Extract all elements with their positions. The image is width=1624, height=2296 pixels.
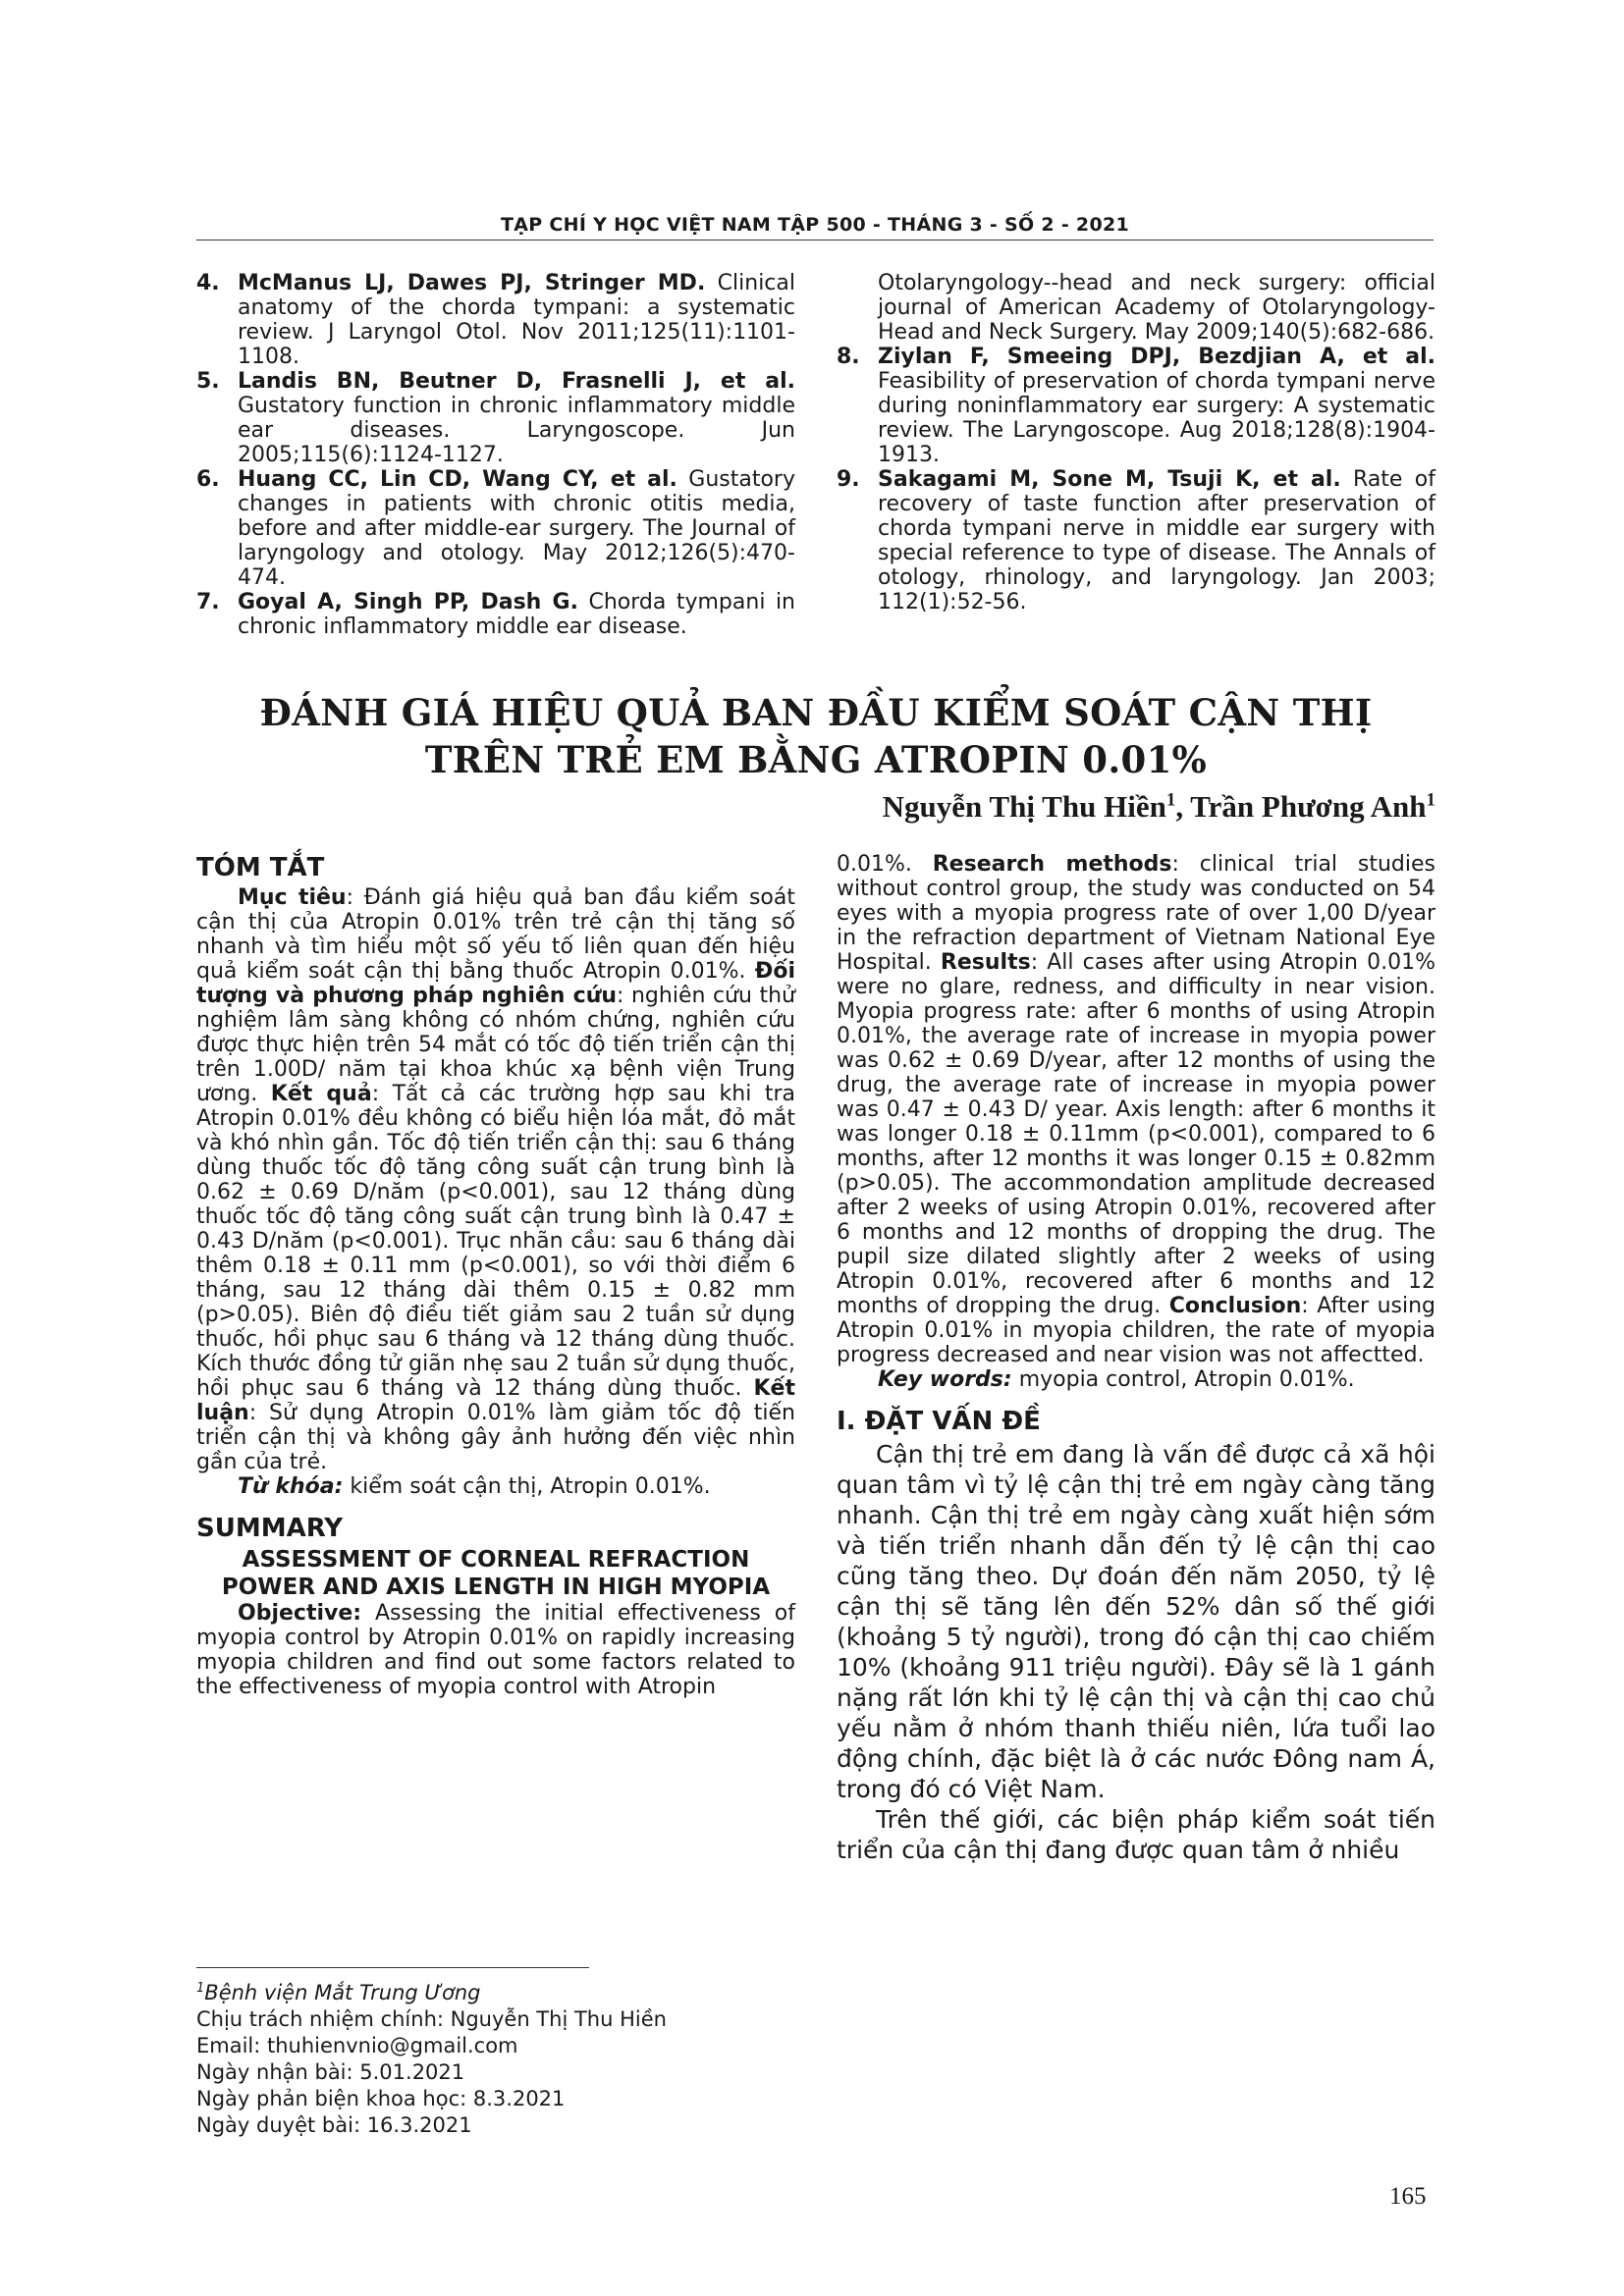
label-methods: Research methods (932, 852, 1172, 877)
article-authors (883, 789, 1435, 825)
reference-item (837, 467, 1435, 614)
author-separator: , (1175, 789, 1191, 824)
article-title-line: ĐÁNH GIÁ HIỆU QUẢ BAN ĐẦU KIỂM SOÁT CẬN THỊ (259, 691, 1373, 734)
footnote-responsible: Chịu trách nhiệm chính: Nguyễn Thị Thu Hiền (196, 2007, 667, 2031)
footnote-affiliation-mark: 1 (196, 1981, 205, 1996)
label-doi-tuong: Đối tượng và phương pháp nghiên cứu (196, 959, 795, 1008)
footnote-email: Email: thuhienvnio@gmail.com (196, 2034, 518, 2057)
article-title (196, 689, 1435, 783)
reference-number: 9. (837, 467, 860, 492)
reference-text: Feasibility of preservation of chorda tympani nerve during noninflammatory ear surgery: A systematic review. The Laryngoscope. Aug 2018;128(8):1904-1913. (878, 369, 1435, 467)
footnote-received: Ngày nhận bài: 5.01.2021 (196, 2060, 465, 2084)
reference-number: 8. (837, 345, 860, 369)
reference-item (196, 271, 795, 369)
journal-header: TẠP CHÍ Y HỌC VIỆT NAM TẬP 500 - THÁNG 3 - SỐ 2 - 2021 (500, 214, 1130, 236)
abstract-column-right (837, 852, 1435, 1865)
label-objective: Objective: (238, 1601, 362, 1626)
label-ket-luan: Kết luận (196, 1376, 795, 1425)
reference-text: Rate of recovery of taste function after preservation of chorda tympani nerve in middle ear surgery with special reference to type of disease. The Annals of otology, rhinology, and laryngology. Jan 2003; 112(1):52-56. (878, 467, 1435, 614)
article-title-line: TRÊN TRẺ EM BẰNG ATROPIN 0.01% (424, 738, 1208, 781)
text-objective: Assessing the initial effectiveness of myopia control by Atropin 0.01% on rapidly increasing myopia children and find out some factors related to the effectiveness of myopia control with Atropin (196, 1601, 795, 1699)
reference-authors: Huang CC, Lin CD, Wang CY, et al. (238, 467, 677, 492)
footnote-reviewed: Ngày phản biện khoa học: 8.3.2021 (196, 2087, 566, 2110)
reference-item (196, 590, 795, 639)
summary-title-line: ASSESSMENT OF CORNEAL REFRACTION (242, 1547, 750, 1573)
reference-item (196, 369, 795, 467)
footnote-affiliation-text: Bệnh viện Mắt Trung Ương (204, 1981, 481, 2004)
keywords-text: myopia control, Atropin 0.01%. (1011, 1367, 1355, 1392)
reference-authors: McManus LJ, Dawes PJ, Stringer MD. (238, 271, 706, 295)
footnote-affiliation (196, 1975, 746, 2006)
reference-number: 7. (196, 590, 220, 614)
reference-authors: Landis BN, Beutner D, Frasnelli J, et al. (238, 369, 795, 394)
references-right (837, 271, 1435, 614)
reference-item (196, 467, 795, 590)
text-muc-tieu: : Đánh giá hiệu quả ban đầu kiểm soát cận thị của Atropin 0.01% trên trẻ cận thị tăng số nhanh và tìm hiểu một số yếu tố liên quan đến hiệu quả kiểm soát cận thị bằng thuốc Atropin 0.01%. (196, 885, 795, 984)
reference-authors: Goyal A, Singh PP, Dash G. (238, 590, 578, 614)
text-doi-tuong: : nghiên cứu thử nghiệm lâm sàng không có nhóm chứng, nghiên cứu được thực hiện trên 54 mắt có tốc độ tiến triển cận thị trên 1.00D/ năm tại khoa khúc xạ bệnh viện Trung ương. (196, 984, 795, 1106)
reference-number: 6. (196, 467, 220, 492)
keywords-label: Từ khóa: (238, 1474, 344, 1499)
intro-paragraph: Trên thế giới, các biện pháp kiểm soát tiến triển của cận thị đang được quan tâm ở nhiều (837, 1805, 1435, 1864)
section-heading: I. ĐẶT VẤN ĐỀ (837, 1407, 1041, 1436)
summary-heading: SUMMARY (196, 1514, 344, 1543)
page-number: 165 (1389, 2183, 1427, 2210)
author-name: Nguyễn Thị Thu Hiền (882, 789, 1166, 824)
text-ket-qua: : Tất cả các trường hợp sau khi tra Atropin 0.01% đều không có biểu hiện lóa mắt, đỏ mắt và khó nhìn gần. Tốc độ tiến triển cận thị: sau 6 tháng dùng thuốc tốc độ tăng công suất cận trung bình là 0.62 ± 0.69 D/năm (p<0.001), sau 12 tháng dùng thuốc tốc độ tăng công suất cận trung bình là 0.47 ± 0.43 D/năm (p<0.001). Trục nhãn cầu: sau 6 tháng dài thêm 0.18 ± 0.11 mm (p<0.001), so với thời điểm 6 tháng, sau 12 tháng dài thêm 0.15 ± 0.82 mm (p>0.05). Biên độ điều tiết giảm sau 2 tuần sử dụng thuốc, hồi phục sau 6 tháng và 12 tháng dùng thuốc. Kích thước đồng tử giãn nhẹ sau 2 tuần sử dụng thuốc, hồi phục sau 6 tháng và 12 tháng dùng thuốc. (196, 1082, 795, 1401)
reference-authors: Ziylan F, Smeeing DPJ, Bezdjian A, et al. (878, 345, 1435, 369)
text-methods: : clinical trial studies without control group, the study was conducted on 54 eyes with a myopia progress rate of over 1,00 D/year in the refraction department of Vietnam National Eye Hospital. (837, 852, 1435, 975)
label-muc-tieu: Mục tiêu (238, 885, 347, 910)
text-ket-luan: : Sử dụng Atropin 0.01% làm giảm tốc độ tiến triển cận thị và không gây ảnh hưởng đến việc nhìn gần của trẻ. (196, 1401, 795, 1474)
author-affiliation-mark: 1 (1165, 789, 1176, 811)
reference-text: Clinical anatomy of the chorda tympani: a systematic review. J Laryngol Otol. Nov 2011;125(11):1101-1108. (238, 271, 795, 369)
footnotes (196, 1975, 746, 2139)
intro-paragraph: Cận thị trẻ em đang là vấn đề được cả xã hội quan tâm vì tỷ lệ cận thị trẻ em ngày càng tăng nhanh. Cận thị trẻ em ngày càng xuất hiện sớm và tiến triển nhanh dẫn đến tỷ lệ cận thị cao cũng tăng theo. Dự đoán đến năm 2050, tỷ lệ cận thị sẽ tăng lên đến 52% dân số thế giới (khoảng 5 tỷ người), trong đó cận thị cao chiếm 10% (khoảng 911 triệu người). Đây sẽ là 1 gánh nặng rất lớn khi tỷ lệ cận thị và cận thị cao chủ yếu nằm ở nhóm thanh thiếu niên, lứa tuổi lao động chính, đặc biệt là ở các nước Đông nam Á, trong đó có Việt Nam. (837, 1440, 1435, 1803)
keywords-text: kiểm soát cận thị, Atropin 0.01%. (343, 1474, 711, 1499)
reference-text: Chorda tympani in chronic inflammatory middle ear disease. (238, 590, 796, 639)
text-conclusion: : After using Atropin 0.01% in myopia children, the rate of myopia progress decreased and near vision was not affectted. (837, 1294, 1435, 1367)
author-name: Trần Phương Anh (1190, 789, 1427, 824)
keywords-en (837, 1367, 1435, 1392)
reference-item (837, 345, 1435, 467)
abstract-column-left (196, 852, 795, 1699)
reference-authors: Sakagami M, Sone M, Tsuji K, et al. (878, 467, 1341, 492)
reference-number: 4. (196, 271, 220, 295)
footnote-rule (196, 1967, 589, 1968)
summary-title-line: POWER AND AXIS LENGTH IN HIGH MYOPIA (221, 1575, 771, 1600)
footnote-accepted: Ngày duyệt bài: 16.3.2021 (196, 2113, 472, 2137)
summary-continuation (837, 852, 1435, 1367)
references-left (196, 271, 795, 639)
summary-cont-text: 0.01%. (837, 852, 933, 877)
reference-continuation: Otolaryngology--head and neck surgery: official journal of American Academy of Otolaryngology-Head and Neck Surgery. May 2009;140(5):682-686. (878, 271, 1435, 345)
label-conclusion: Conclusion (1168, 1294, 1302, 1318)
label-results: Results (940, 950, 1031, 975)
abstract-heading: TÓM TẮT (196, 853, 325, 882)
keywords-label: Key words: (878, 1367, 1012, 1392)
author-affiliation-mark: 1 (1426, 789, 1435, 811)
abstract-vn-paragraph (196, 885, 795, 1474)
reference-text: Gustatory changes in patients with chronic otitis media, before and after middle-ear surgery. The Journal of laryngology and otology. May 2012;126(5):470-474. (238, 467, 795, 590)
keywords-vn (196, 1474, 795, 1499)
summary-objective (196, 1601, 795, 1699)
text-results: : All cases after using Atropin 0.01% were no glare, redness, and difficulty in near vision. Myopia progress rate: after 6 months of using Atropin 0.01%, the average rate of increase in myopia power was 0.62 ± 0.69 D/year, after 12 months of using the drug, the average rate of increase in myopia power was 0.47 ± 0.43 D/ year. Axis length: after 6 months it was longer 0.18 ± 0.11mm (p<0.001), compared to 6 months, after 12 months it was longer 0.15 ± 0.82mm (p>0.05). The accommondation amplitude decreased after 2 weeks of using Atropin 0.01%, recovered after 6 months and 12 months of dropping the drug. The pupil size dilated slightly after 2 weeks of using Atropin 0.01%, recovered after 6 months and 12 months of dropping the drug. (837, 950, 1435, 1318)
reference-text: Gustatory function in chronic inflammatory middle ear diseases. Laryngoscope. Jun 2005;115(6):1124-1127. (238, 394, 795, 467)
label-ket-qua: Kết quả (270, 1082, 372, 1106)
reference-number: 5. (196, 369, 220, 394)
